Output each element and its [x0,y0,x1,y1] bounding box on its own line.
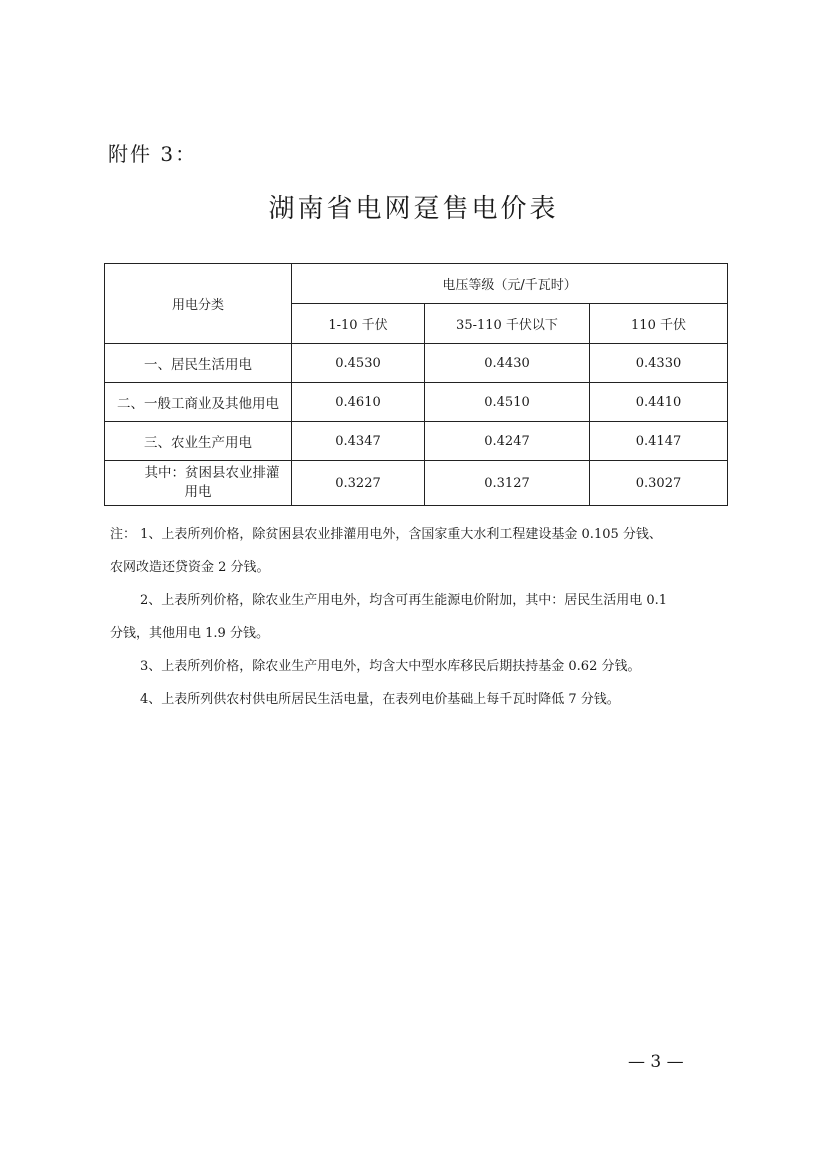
row-category: 二、一般工商业及其他用电 [105,383,292,422]
row-category: 一、居民生活用电 [105,344,292,383]
voltage-level-2: 35-110 千伏以下 [425,304,590,344]
row-category: 三、农业生产用电 [105,422,292,461]
price-cell: 0.4530 [292,344,425,383]
price-cell: 0.4430 [425,344,590,383]
notes [110,518,728,716]
table-row [105,422,728,461]
note-4: 4、上表所列供农村供电所居民生活电量，在表列电价基础上每千瓦时降低 7 分钱。 [140,692,620,707]
sub-category-line-2: 用电 [184,484,212,500]
table-row [105,344,728,383]
page-number: — 3 — [628,1052,684,1072]
note-3: 3、上表所列价格，除农业生产用电外，均含大中型水库移民后期扶持基金 0.62 分钱。 [140,659,641,674]
price-cell: 0.4347 [292,422,425,461]
price-cell: 0.4247 [425,422,590,461]
document-title: 湖南省电网趸售电价表 [268,194,559,224]
attachment-label: 附件 3： [108,142,198,166]
table-row [105,383,728,422]
price-cell: 0.3227 [292,461,425,506]
price-table [104,263,728,506]
price-cell: 0.4147 [590,422,728,461]
price-cell: 0.4410 [590,383,728,422]
note-1-line-1: 注： 1、上表所列价格，除贫困县农业排灌用电外，含国家重大水利工程建设基金 0.105 分钱、 [110,527,662,542]
price-cell: 0.4610 [292,383,425,422]
sub-category-line-1: 其中：贫困县农业排灌 [144,465,280,481]
price-cell: 0.4510 [425,383,590,422]
note-2-line-2: 分钱，其他用电 1.9 分钱。 [110,626,269,641]
table-row [105,461,728,506]
voltage-header: 电压等级（元/千瓦时） [292,264,728,304]
note-1-line-2: 农网改造还贷资金 2 分钱。 [110,560,270,575]
category-header: 用电分类 [105,264,292,344]
note-2-line-1: 2、上表所列价格，除农业生产用电外，均含可再生能源电价附加，其中：居民生活用电 0.1 [140,593,668,608]
price-cell: 0.3127 [425,461,590,506]
voltage-level-1: 1-10 千伏 [292,304,425,344]
price-cell: 0.3027 [590,461,728,506]
row-category [105,461,292,506]
price-cell: 0.4330 [590,344,728,383]
voltage-level-3: 110 千伏 [590,304,728,344]
